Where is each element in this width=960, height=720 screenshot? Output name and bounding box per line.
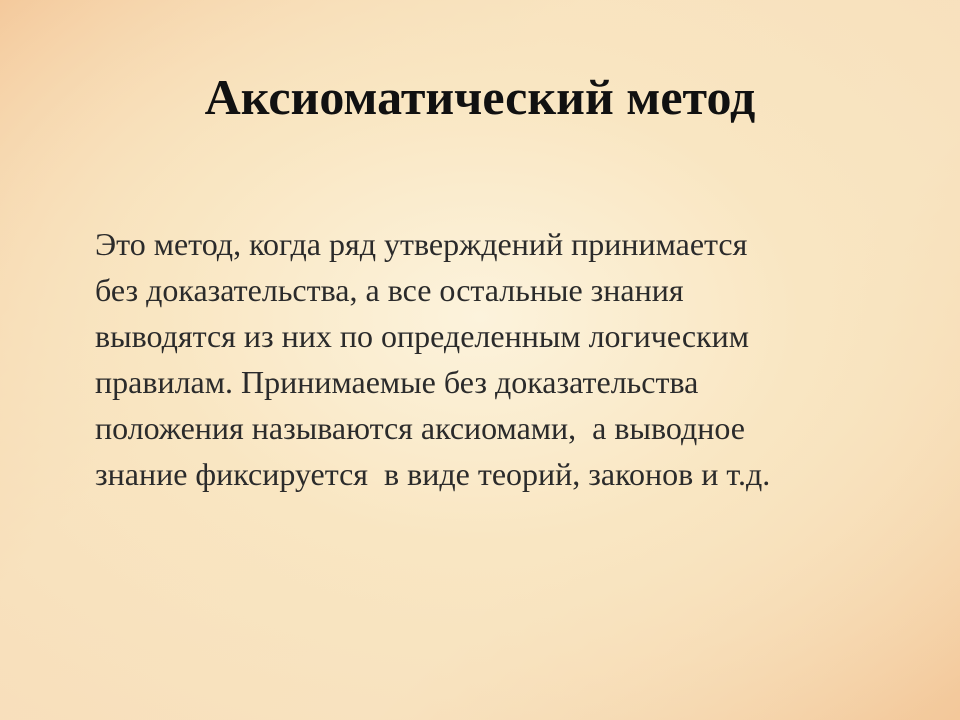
body-line: положения называются аксиомами, а выводное [95,410,745,446]
slide-title: Аксиоматический метод [204,69,756,125]
body-line: выводятся из них по определенным логическим [95,318,750,354]
body-line: без доказательства, а все остальные знания [95,272,684,308]
body-line: правилам. Принимаемые без доказательства [95,364,699,400]
body-line: знание фиксируется в виде теорий, законов и т.д. [95,456,771,492]
slide-body-text [95,221,895,497]
body-line: Это метод, когда ряд утверждений принимается [95,226,748,262]
